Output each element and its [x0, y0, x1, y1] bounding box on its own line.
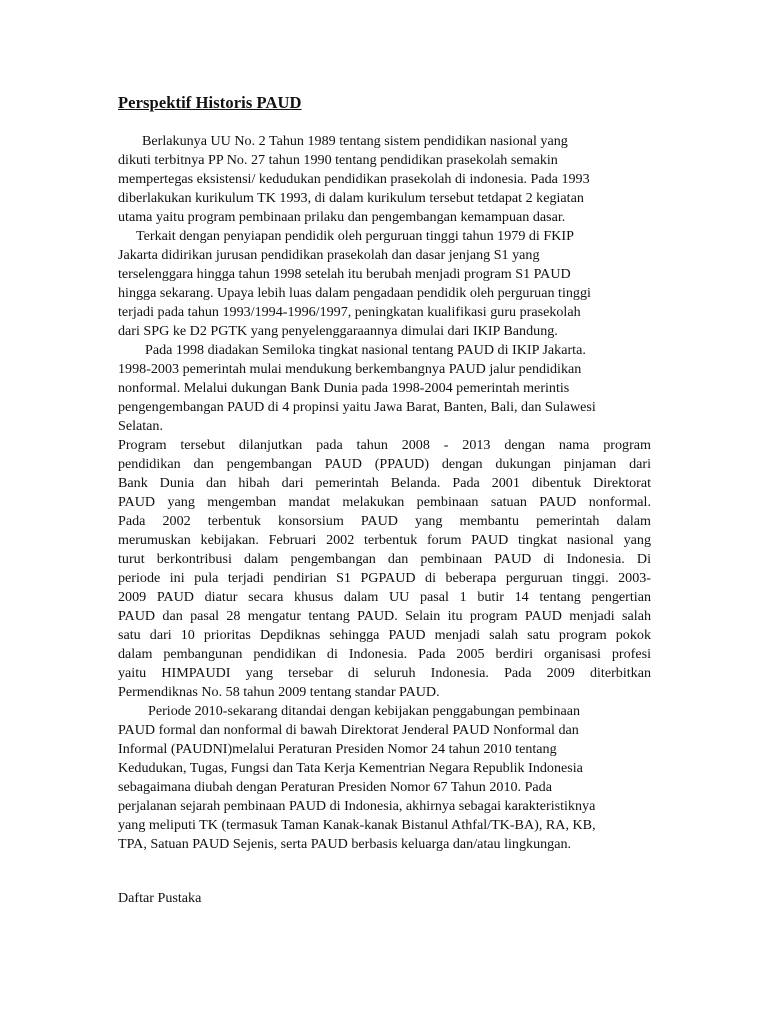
text-line: mempertegas eksistensi/ kedudukan pendidikan prasekolah di indonesia. Pada 1993 — [118, 171, 590, 187]
text-line: perjalanan sejarah pembinaan PAUD di Indonesia, akhirnya sebagai karakteristiknya — [118, 798, 596, 814]
paragraph-5 — [118, 702, 651, 854]
text-line: diberlakukan kurikulum TK 1993, di dalam kurikulum tersebut tetdapat 2 kegiatan — [118, 190, 584, 206]
text-line: 2009 PAUD diatur secara khusus dalam UU pasal 1 butir 14 tentang pengertian — [118, 589, 651, 605]
text-line: satu dari 10 prioritas Depdiknas sehingga PAUD menjadi salah satu program pokok — [118, 627, 651, 643]
text-line: Terkait dengan penyiapan pendidik oleh perguruan tinggi tahun 1979 di FKIP — [136, 228, 574, 244]
text-line: Bank Dunia dan hibah dari pemerintah Belanda. Pada 2001 dibentuk Direktorat — [118, 475, 651, 491]
text-line: dalam pembangunan pendidikan di Indonesia. Pada 2005 berdiri organisasi profesi — [118, 646, 651, 662]
text-line: terselenggara hingga tahun 1998 setelah itu berubah menjadi program S1 PAUD — [118, 266, 571, 282]
text-line: 1998-2003 pemerintah mulai mendukung berkembangnya PAUD jalur pendidikan — [118, 361, 582, 377]
text-line: pengengembangan PAUD di 4 propinsi yaitu Jawa Barat, Banten, Bali, dan Sulawesi — [118, 399, 596, 415]
text-line: yang meliputi TK (termasuk Taman Kanak-kanak Bistanul Athfal/TK-BA), RA, KB, — [118, 817, 596, 833]
text-line: periode ini pula terjadi pendirian S1 PGPAUD di beberapa perguruan tinggi. 2003- — [118, 570, 651, 586]
references-heading: Daftar Pustaka — [118, 890, 202, 906]
text-line: Kedudukan, Tugas, Fungsi dan Tata Kerja Kementrian Negara Republik Indonesia — [118, 760, 583, 776]
text-line: sebagaimana diubah dengan Peraturan Presiden Nomor 67 Tahun 2010. Pada — [118, 779, 552, 795]
text-line: Selatan. — [118, 418, 164, 434]
text-line: pendidikan dan pengembangan PAUD (PPAUD) dengan dukungan pinjaman dari — [118, 456, 651, 472]
text-line: PAUD dan pasal 28 mengatur tentang PAUD. Selain itu program PAUD menjadi salah — [118, 608, 651, 624]
text-line: terjadi pada tahun 1993/1994-1996/1997, peningkatan kualifikasi guru prasekolah — [118, 304, 581, 320]
text-line: Pada 1998 diadakan Semiloka tingkat nasional tentang PAUD di IKIP Jakarta. — [145, 342, 586, 358]
text-line: utama yaitu program pembinaan prilaku dan pengembangan kemampuan dasar. — [118, 209, 566, 225]
text-line: Permendiknas No. 58 tahun 2009 tentang standar PAUD. — [118, 684, 440, 700]
text-line: dari SPG ke D2 PGTK yang penyelenggaraannya dimulai dari IKIP Bandung. — [118, 323, 558, 339]
text-line: dikuti terbitnya PP No. 27 tahun 1990 tentang pendidikan prasekolah semakin — [118, 152, 558, 168]
text-line: Program tersebut dilanjutkan pada tahun 2008 - 2013 dengan nama program — [118, 437, 651, 453]
text-line: TPA, Satuan PAUD Sejenis, serta PAUD berbasis keluarga dan/atau lingkungan. — [118, 836, 572, 852]
text-line: hingga sekarang. Upaya lebih luas dalam pengadaan pendidik oleh perguruan tinggi — [118, 285, 591, 301]
text-line: turut berkontribusi dalam pengembangan dan pembinaan PAUD di Indonesia. Di — [118, 551, 651, 567]
text-line: yaitu HIMPAUDI yang tersebar di seluruh Indonesia. Pada 2009 diterbitkan — [118, 665, 651, 681]
text-line: Berlakunya UU No. 2 Tahun 1989 tentang sistem pendidikan nasional yang — [142, 133, 568, 149]
text-line: Jakarta didirikan jurusan pendidikan prasekolah dan dasar jenjang S1 yang — [118, 247, 540, 263]
text-line: nonformal. Melalui dukungan Bank Dunia pada 1998-2004 pemerintah merintis — [118, 380, 570, 396]
text-line: PAUD formal dan nonformal di bawah Direktorat Jenderal PAUD Nonformal dan — [118, 722, 579, 738]
paragraph-4 — [118, 436, 651, 702]
text-line: Periode 2010-sekarang ditandai dengan kebijakan penggabungan pembinaan — [148, 703, 581, 719]
paragraph-2 — [118, 227, 651, 341]
text-line: PAUD yang mengemban mandat melakukan pembinaan satuan PAUD nonformal. — [118, 494, 651, 510]
document-body — [118, 132, 651, 854]
text-line: Informal (PAUDNI)melalui Peraturan Presiden Nomor 24 tahun 2010 tentang — [118, 741, 557, 757]
text-line: Pada 2002 terbentuk konsorsium PAUD yang membantu pemerintah dalam — [118, 513, 651, 529]
paragraph-3 — [118, 341, 651, 436]
document-title: Perspektif Historis PAUD — [118, 93, 302, 112]
text-line: merumuskan kebijakan. Februari 2002 terbentuk forum PAUD tingkat nasional yang — [118, 532, 651, 548]
paragraph-1 — [118, 132, 651, 227]
